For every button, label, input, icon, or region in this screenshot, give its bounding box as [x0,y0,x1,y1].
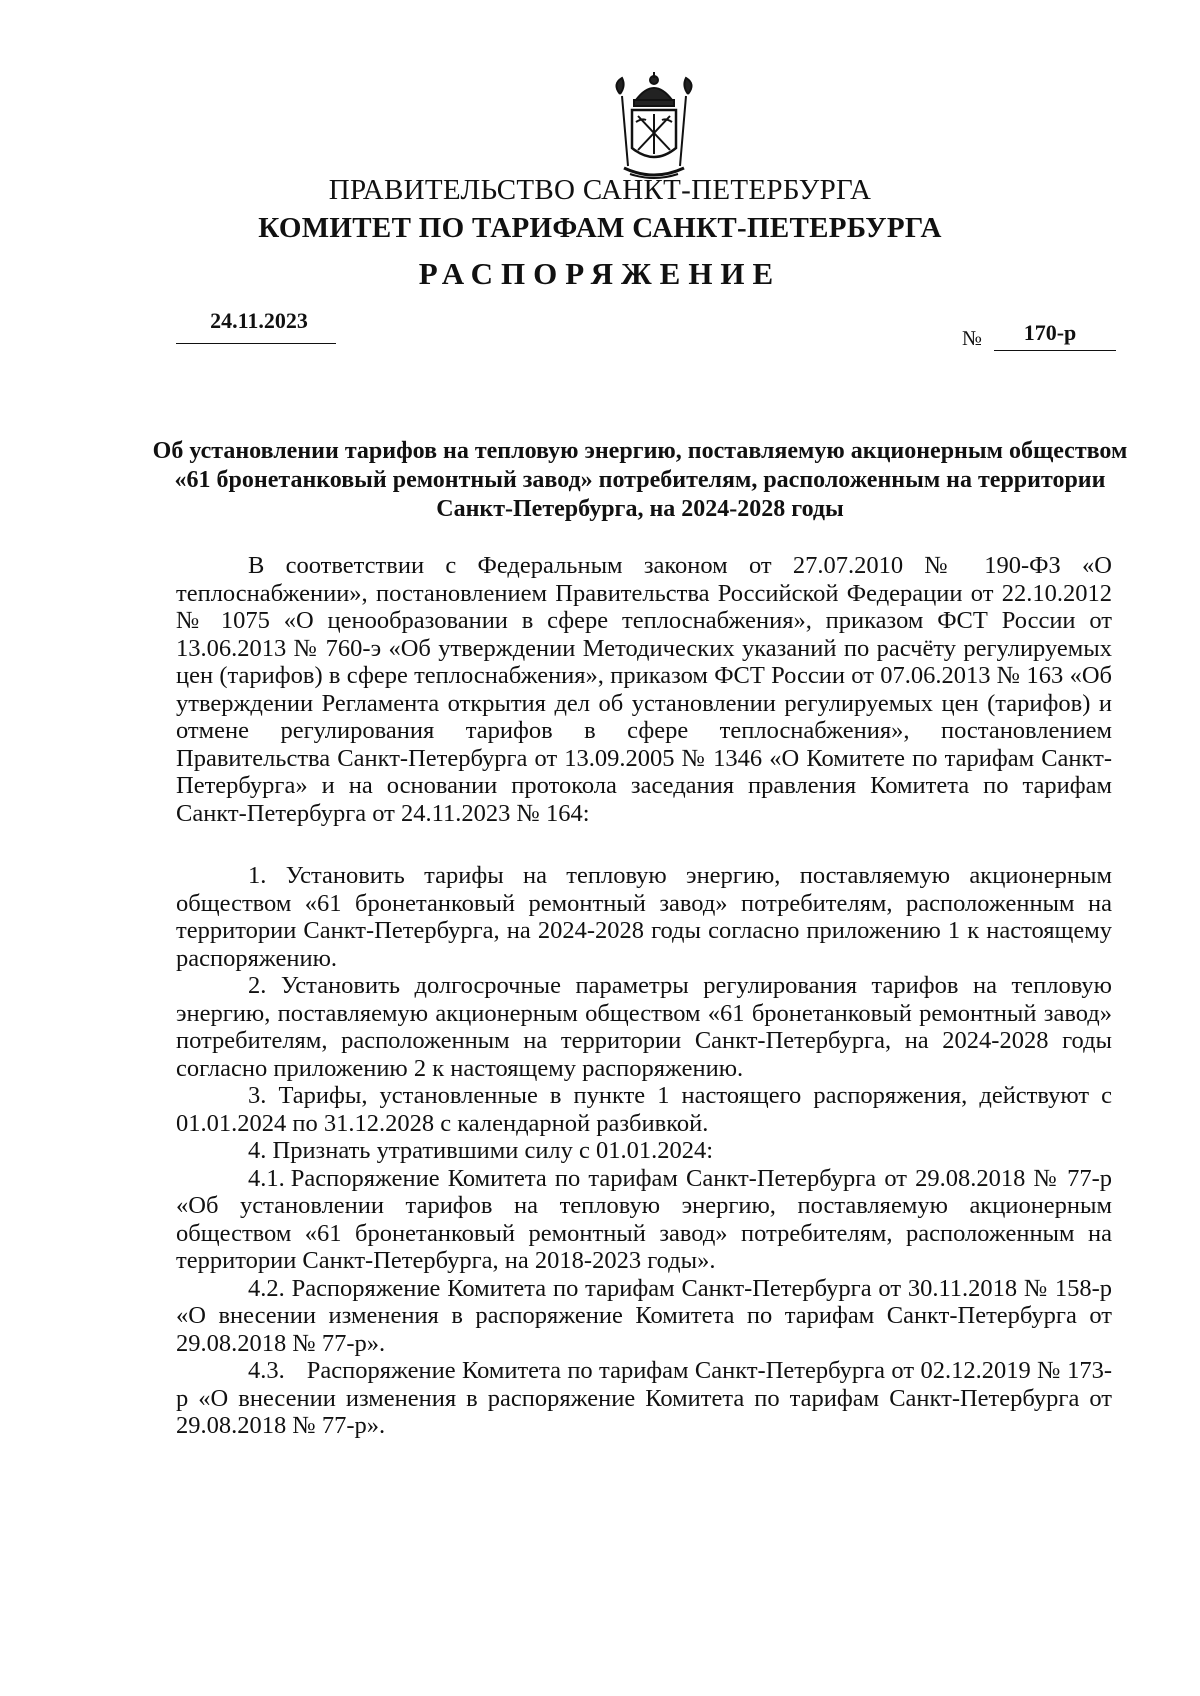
item-1: 1. Установить тарифы на тепловую энергию, поставляемую акционерным обществом «61 бронетанковый ремонтный завод» потребителям, расположенным на территории Санкт-Петербурга, на 2024-2028 годы согласно приложению 1 к настоящему распоряжению. [176,862,1112,972]
document-body [176,552,1112,1440]
document-date: 24.11.2023 [210,308,308,333]
item-4: 4. Признать утратившими силу с 01.01.2024: [248,1137,714,1164]
item-4-2-label: 4.2. [248,1274,285,1302]
item-4-2 [176,1275,1112,1358]
document-title: Об установлении тарифов на тепловую энергию, поставляемую акционерным обществом «61 бронетанковый ремонтный завод» потребителям, расположенным на территории Санкт-Петербурга, на 2024-2028 годы [152,438,1128,522]
item-2: 2. Установить долгосрочные параметры регулирования тарифов на тепловую энергию, поставляемую акционерным обществом «61 бронетанковый ремонтный завод» потребителям, расположенным на территории Санкт-Петербурга, на 2024-2028 годы согласно приложению 2 к настоящему распоряжению. [176,972,1112,1082]
committee-name: КОМИТЕТ ПО ТАРИФАМ САНКТ-ПЕТЕРБУРГА [258,212,942,244]
document-number: 170-р [1023,320,1077,345]
item-4-3 [176,1357,1112,1440]
document-type: РАСПОРЯЖЕНИЕ [418,256,782,291]
item-4-2-text: Распоряжение Комитета по тарифам Санкт-Петербурга от 30.11.2018 № 158-р «О внесении изменения в распоряжение Комитета по тарифам Санкт-Петербурга от 29.08.2018 № 77-р». [176,1274,1112,1357]
item-4-3-text: Распоряжение Комитета по тарифам Санкт-Петербурга от 02.12.2019 № 173-р «О внесении изменения в распоряжение Комитета по тарифам Санкт-Петербурга от 29.08.2018 № 77-р». [176,1357,1112,1439]
government-name: ПРАВИТЕЛЬСТВО САНКТ-ПЕТЕРБУРГА [328,174,872,206]
item-4-1-text: Распоряжение Комитета по тарифам Санкт-Петербурга от 29.08.2018 № 77-р «Об установлении тарифов на тепловую энергию, поставляемую акционерным обществом «61 бронетанковый ремонтный завод» потребителям, расположенным на территории Санкт-Петербурга, на 2018-2023 годы». [176,1164,1112,1274]
preamble-paragraph: В соответствии с Федеральным законом от 27.07.2010 № 190-ФЗ «О теплоснабжении», постановлением Правительства Российской Федерации от 22.10.2012 № 1075 «О ценообразовании в сфере теплоснабжения», приказом ФСТ России от 13.06.2013 № 760-э «Об утверждении Методических указаний по расчёту регулируемых цен (тарифов) в сфере теплоснабжения», приказом ФСТ России от 07.06.2013 № 163 «Об утверждении Регламента открытия дел об установлении регулируемых цен (тарифов) и отмене регулирования тарифов в сфере теплоснабжения», постановлением Правительства Санкт-Петербурга от 13.09.2005 № 1346 «О Комитете по тарифам Санкт-Петербурга» и на основании протокола заседания правления Комитета по тарифам Санкт-Петербурга от 24.11.2023 № 164: [176,552,1112,827]
number-sign: № [962,326,983,350]
item-4-1 [176,1165,1112,1275]
item-4-3-label: 4.3. [248,1357,285,1384]
item-3: 3. Тарифы, установленные в пункте 1 настоящего распоряжения, действуют с 01.01.2024 по 31.12.2028 с календарной разбивкой. [176,1082,1112,1137]
coat-of-arms-icon [606,70,702,182]
item-4-1-label: 4.1. [248,1164,285,1192]
date-underline [176,343,336,344]
number-underline [994,350,1116,351]
